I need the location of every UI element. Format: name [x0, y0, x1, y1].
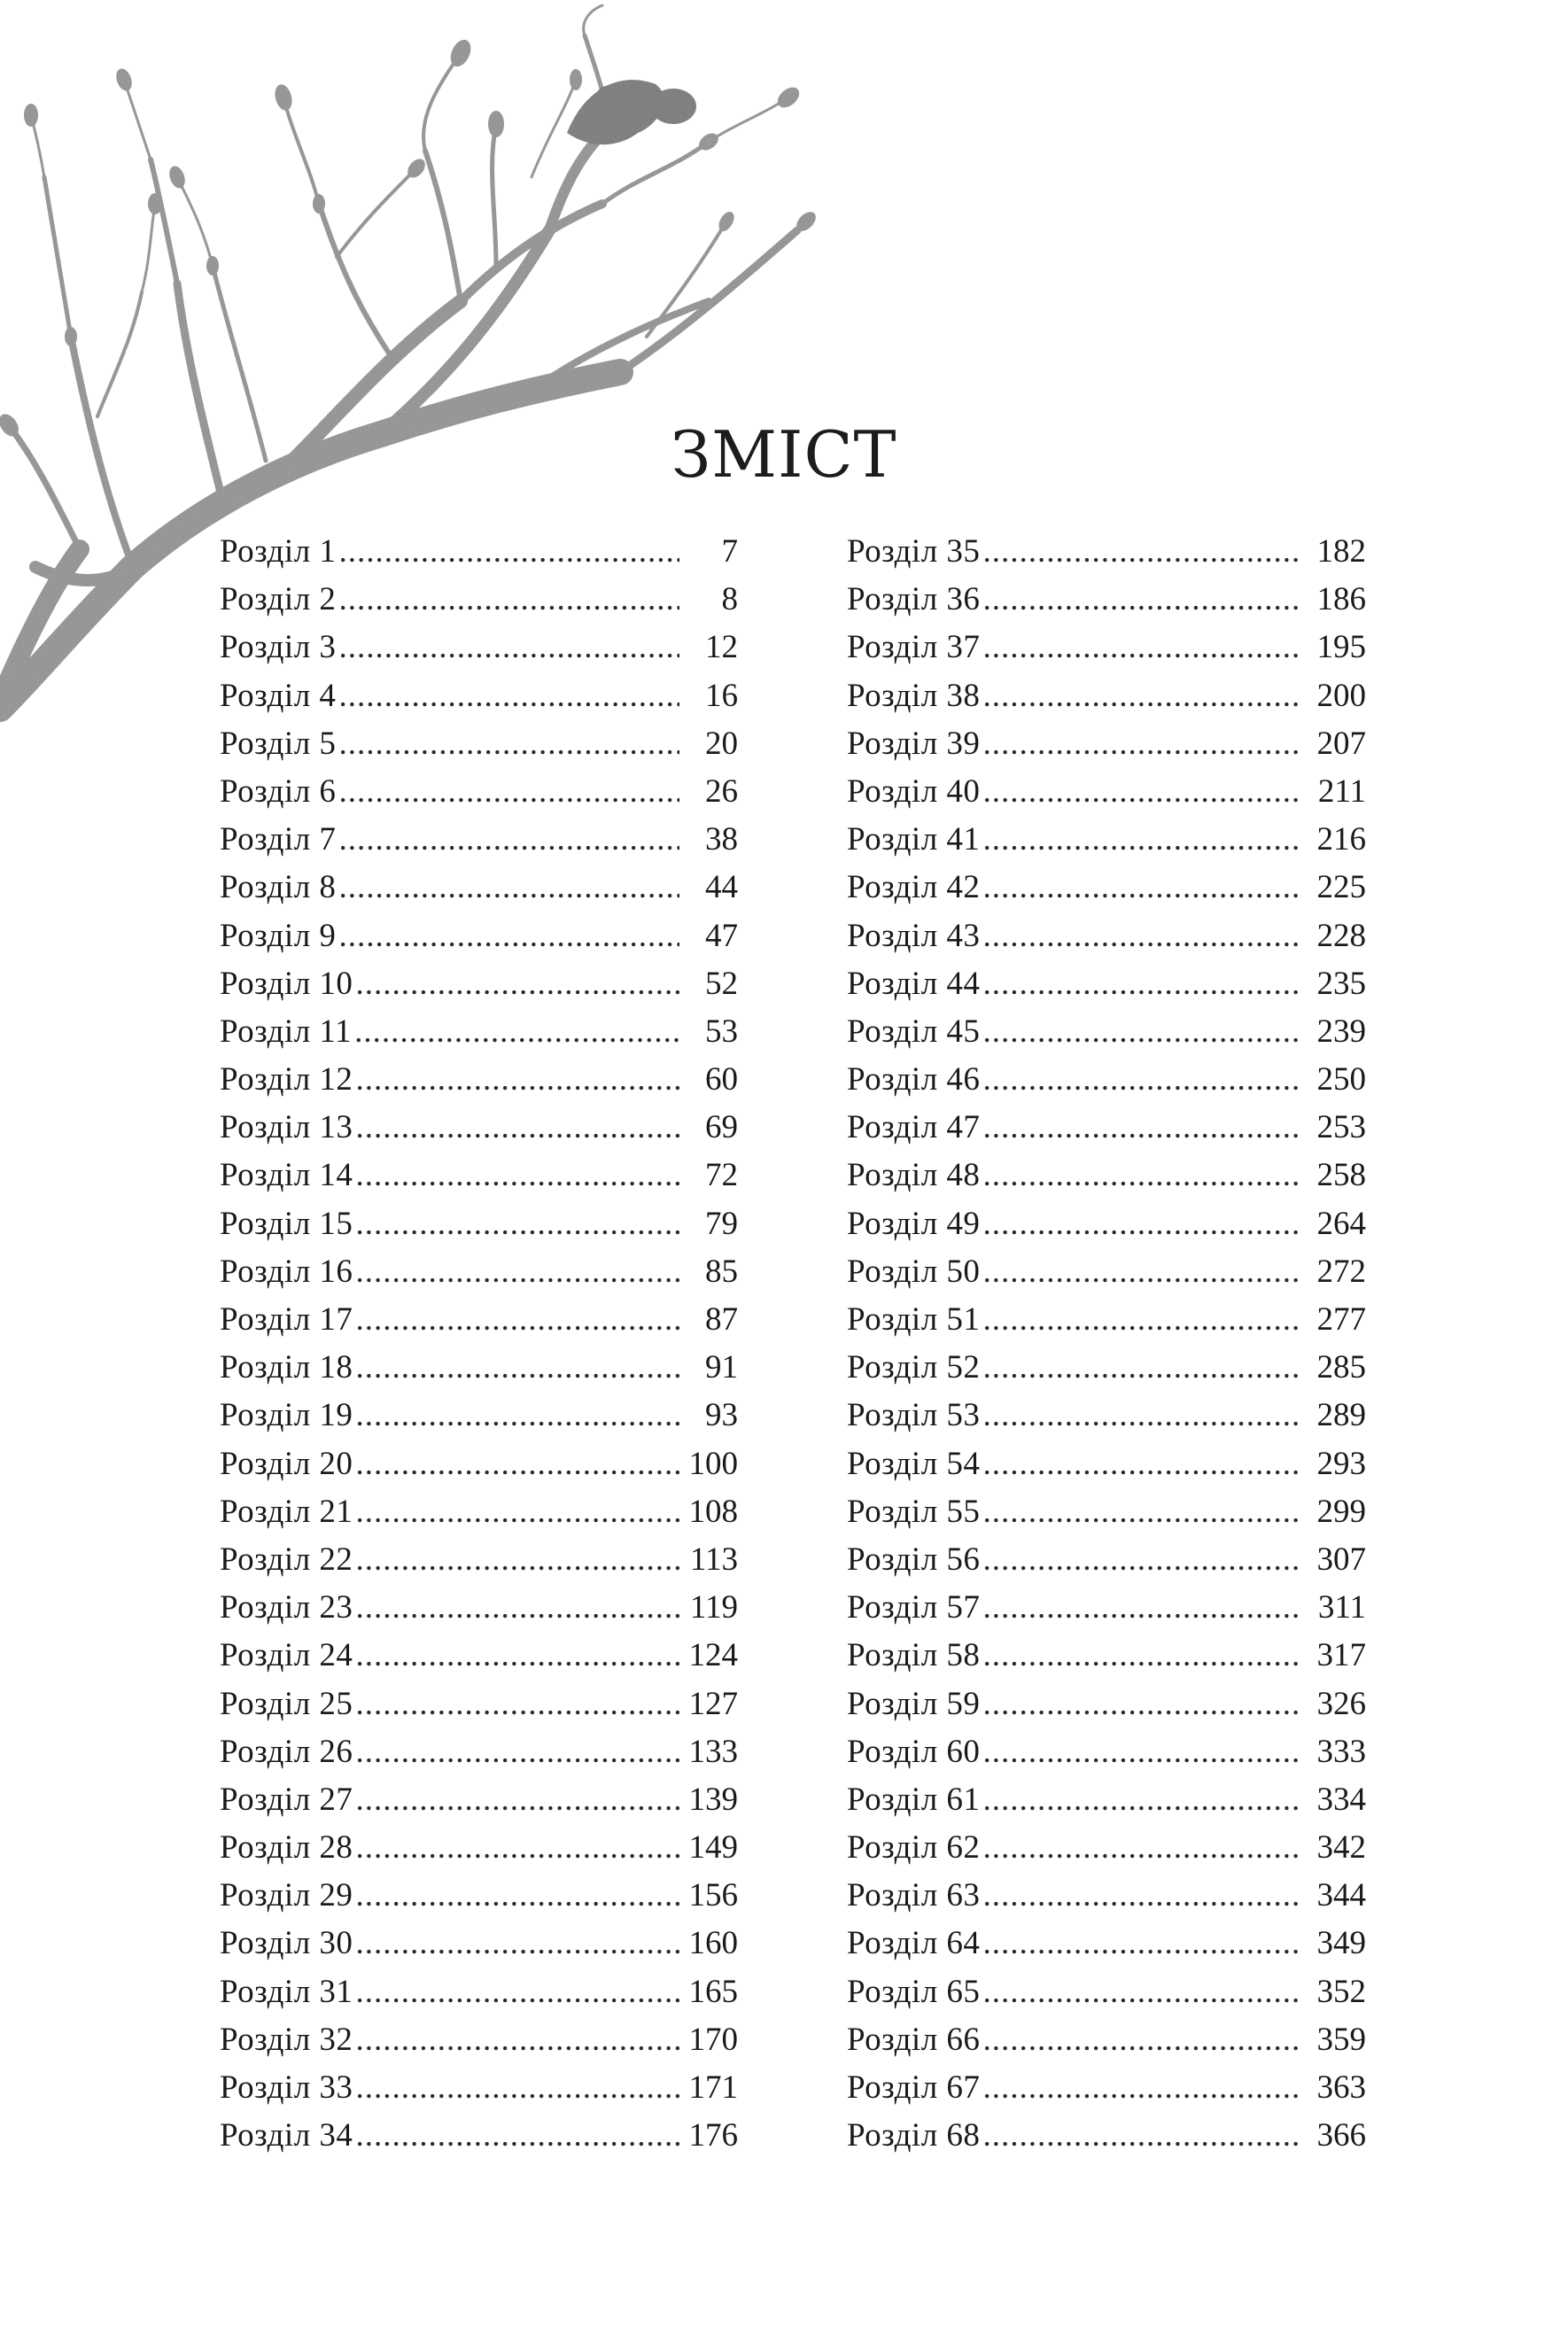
toc-entry-label: Розділ 15 [220, 1205, 353, 1242]
toc-entry [847, 1344, 1366, 1392]
toc-entry [847, 1681, 1366, 1728]
toc-entry-page: 326 [1316, 1685, 1366, 1722]
toc-entry-page: 38 [705, 821, 738, 858]
toc-entry-page: 139 [688, 1781, 738, 1818]
toc-entry-page: 165 [688, 1973, 738, 2010]
toc-entry-page: 127 [688, 1685, 738, 1722]
toc-entry-label: Розділ 28 [220, 1829, 353, 1867]
toc-entry-label: Розділ 37 [847, 629, 981, 666]
toc-leader-dots [355, 1104, 679, 1152]
toc-entry-label: Розділ 21 [220, 1493, 353, 1530]
toc-entry [847, 1584, 1366, 1632]
toc-entry-page: 171 [688, 2069, 738, 2106]
toc-leader-dots [982, 1056, 1300, 1104]
toc-leader-dots [982, 720, 1300, 768]
toc-entry-page: 108 [688, 1493, 738, 1530]
toc-leader-dots [355, 1440, 679, 1488]
toc-entry-label: Розділ 64 [847, 1925, 981, 1962]
toc-entry-page: 289 [1316, 1397, 1366, 1434]
toc-leader-dots [982, 1296, 1300, 1344]
toc-leader-dots [338, 672, 679, 720]
toc-entry-page: 228 [1316, 917, 1366, 954]
toc-entry-label: Розділ 26 [220, 1733, 353, 1770]
toc-entry-page: 307 [1316, 1541, 1366, 1578]
toc-leader-dots [982, 1344, 1300, 1392]
toc-leader-dots [982, 1872, 1300, 1920]
toc-entry-page: 149 [688, 1829, 738, 1867]
toc-leader-dots [982, 864, 1300, 912]
toc-entry-page: 299 [1316, 1493, 1366, 1530]
page-title: ЗМІСТ [671, 417, 897, 492]
toc-leader-dots [355, 1392, 679, 1440]
toc-leader-dots [355, 1776, 679, 1824]
toc-entry-label: Розділ 20 [220, 1445, 353, 1482]
toc-entry-page: 216 [1316, 821, 1366, 858]
toc-entry-page: 311 [1317, 1589, 1366, 1626]
toc-entry [220, 1872, 738, 1920]
toc-entry-label: Розділ 31 [220, 1973, 353, 2010]
toc-leader-dots [982, 2064, 1300, 2112]
toc-entry-page: 333 [1316, 1733, 1366, 1770]
toc-entry [220, 672, 738, 720]
toc-entry [847, 1440, 1366, 1488]
toc-entry-page: 16 [705, 677, 738, 714]
toc-entry [847, 2016, 1366, 2064]
toc-leader-dots [355, 1296, 679, 1344]
toc-entry [847, 1392, 1366, 1440]
toc-entry-label: Розділ 53 [847, 1397, 981, 1434]
toc-entry-page: 250 [1316, 1061, 1366, 1098]
toc-entry-label: Розділ 62 [847, 1829, 981, 1867]
toc-entry-label: Розділ 14 [220, 1157, 353, 1194]
toc-leader-dots [338, 864, 679, 912]
toc-entry-label: Розділ 22 [220, 1541, 353, 1578]
toc-entry-label: Розділ 38 [847, 677, 981, 714]
toc-leader-dots [982, 1776, 1300, 1824]
toc-entry [220, 1104, 738, 1152]
toc-entry-label: Розділ 61 [847, 1781, 981, 1818]
toc-leader-dots [338, 912, 679, 960]
toc-entry [847, 768, 1366, 816]
toc-leader-dots [354, 1008, 679, 1056]
toc-leader-dots [355, 1632, 679, 1680]
toc-leader-dots [982, 1248, 1300, 1296]
toc-entry-label: Розділ 46 [847, 1061, 981, 1098]
toc-entry-page: 258 [1316, 1157, 1366, 1194]
toc-entry [220, 1920, 738, 1968]
toc-entry [847, 1872, 1366, 1920]
toc-entry-page: 113 [689, 1541, 738, 1578]
toc-entry [847, 816, 1366, 864]
toc-entry-page: 44 [705, 869, 738, 906]
toc-leader-dots [355, 2016, 679, 2064]
toc-entry-page: 344 [1316, 1877, 1366, 1914]
toc-leader-dots [338, 768, 679, 816]
toc-entry-page: 53 [705, 1013, 738, 1050]
toc-entry [220, 1536, 738, 1584]
toc-entry-label: Розділ 17 [220, 1301, 353, 1338]
toc-entry-label: Розділ 5 [220, 725, 337, 762]
toc-entry-label: Розділ 65 [847, 1973, 981, 2010]
toc-entry-label: Розділ 16 [220, 1253, 353, 1290]
toc-leader-dots [982, 1681, 1300, 1728]
toc-entry-label: Розділ 7 [220, 821, 337, 858]
toc-leader-dots [982, 912, 1300, 960]
toc-entry-label: Розділ 6 [220, 772, 337, 810]
toc-leader-dots [982, 1536, 1300, 1584]
toc-entry [220, 1392, 738, 1440]
toc-entry [847, 528, 1366, 576]
toc-entry [847, 1296, 1366, 1344]
toc-leader-dots [982, 1152, 1300, 1199]
toc-entry-label: Розділ 12 [220, 1061, 353, 1098]
toc-entry [220, 912, 738, 960]
toc-entry [220, 1681, 738, 1728]
toc-entry-label: Розділ 1 [220, 533, 337, 570]
toc-entry-page: 176 [688, 2117, 738, 2154]
toc-entry-page: 85 [705, 1253, 738, 1290]
toc-entry-page: 182 [1316, 533, 1366, 570]
toc-leader-dots [982, 1632, 1300, 1680]
toc-column-left [220, 528, 738, 2160]
toc-entry-page: 195 [1316, 629, 1366, 666]
toc-entry-page: 264 [1316, 1205, 1366, 1242]
toc-leader-dots [355, 1536, 679, 1584]
toc-entry-page: 8 [721, 581, 738, 618]
toc-entry-label: Розділ 43 [847, 917, 981, 954]
toc-entry-page: 272 [1316, 1253, 1366, 1290]
toc-leader-dots [982, 1584, 1300, 1632]
toc-entry-page: 207 [1316, 725, 1366, 762]
toc-entry [847, 1056, 1366, 1104]
toc-entry-label: Розділ 33 [220, 2069, 353, 2106]
toc-entry-page: 349 [1316, 1925, 1366, 1962]
toc-leader-dots [355, 2064, 679, 2112]
toc-leader-dots [355, 1728, 679, 1776]
toc-entry [220, 1008, 738, 1056]
toc-leader-dots [982, 1200, 1300, 1248]
toc-entry [847, 1776, 1366, 1824]
toc-entry-page: 277 [1316, 1301, 1366, 1338]
toc-leader-dots [355, 960, 679, 1008]
toc-entry [220, 1632, 738, 1680]
toc-entry-page: 366 [1316, 2117, 1366, 2154]
toc-leader-dots [982, 624, 1300, 671]
toc-entry-page: 359 [1316, 2021, 1366, 2058]
toc-entry-page: 72 [705, 1157, 738, 1194]
toc-entry [220, 1296, 738, 1344]
toc-entry [220, 1440, 738, 1488]
toc-entry-label: Розділ 2 [220, 581, 337, 618]
toc-entry-page: 119 [689, 1589, 738, 1626]
toc-entry-label: Розділ 11 [220, 1013, 353, 1050]
toc-entry [220, 528, 738, 576]
toc-entry-page: 239 [1316, 1013, 1366, 1050]
toc-leader-dots [982, 1008, 1300, 1056]
toc-entry-page: 285 [1316, 1349, 1366, 1386]
toc-entry [847, 1152, 1366, 1199]
toc-entry [847, 1632, 1366, 1680]
toc-entry [847, 1104, 1366, 1152]
toc-entry-page: 7 [721, 533, 738, 570]
toc-entry [220, 1776, 738, 1824]
toc-leader-dots [338, 576, 679, 624]
toc-leader-dots [355, 1968, 679, 2016]
toc-entry-page: 186 [1316, 581, 1366, 618]
toc-entry-label: Розділ 52 [847, 1349, 981, 1386]
toc-entry-page: 200 [1316, 677, 1366, 714]
toc-entry-page: 87 [705, 1301, 738, 1338]
toc-entry-label: Розділ 47 [847, 1109, 981, 1146]
toc-entry [847, 576, 1366, 624]
toc-entry-page: 170 [688, 2021, 738, 2058]
toc-entry-label: Розділ 45 [847, 1013, 981, 1050]
toc-entry-label: Розділ 67 [847, 2069, 981, 2106]
toc-leader-dots [355, 1920, 679, 1968]
toc-entry-page: 79 [705, 1205, 738, 1242]
toc-entry-label: Розділ 4 [220, 677, 337, 714]
toc-entry-label: Розділ 50 [847, 1253, 981, 1290]
toc-entry-page: 60 [705, 1061, 738, 1098]
toc-leader-dots [982, 1728, 1300, 1776]
toc-entry [220, 1728, 738, 1776]
toc-leader-dots [982, 2112, 1300, 2160]
toc-leader-dots [355, 1824, 679, 1872]
toc-entry-label: Розділ 51 [847, 1301, 981, 1338]
toc-entry [847, 2112, 1366, 2160]
toc-entry [847, 1488, 1366, 1536]
toc-entry [220, 1056, 738, 1104]
toc-leader-dots [355, 1200, 679, 1248]
toc-entry [847, 2064, 1366, 2112]
toc-leader-dots [355, 1056, 679, 1104]
toc-entry-page: 100 [688, 1445, 738, 1482]
toc-entry-label: Розділ 48 [847, 1157, 981, 1194]
toc-entry-label: Розділ 34 [220, 2117, 353, 2154]
toc-leader-dots [982, 1968, 1300, 2016]
toc-leader-dots [982, 816, 1300, 864]
toc-entry-page: 334 [1316, 1781, 1366, 1818]
toc-entry [847, 1200, 1366, 1248]
toc-leader-dots [982, 672, 1300, 720]
toc-entry-page: 91 [705, 1349, 738, 1386]
toc-entry-label: Розділ 66 [847, 2021, 981, 2058]
toc-entry-page: 133 [688, 1733, 738, 1770]
toc-leader-dots [982, 2016, 1300, 2064]
toc-entry-label: Розділ 57 [847, 1589, 981, 1626]
toc-entry-label: Розділ 29 [220, 1877, 353, 1914]
toc-entry-label: Розділ 40 [847, 772, 981, 810]
toc-entry-page: 211 [1317, 772, 1366, 810]
toc-entry [220, 1344, 738, 1392]
toc-entry-page: 225 [1316, 869, 1366, 906]
toc-entry [220, 1200, 738, 1248]
toc-entry [220, 2016, 738, 2064]
toc-leader-dots [982, 1440, 1300, 1488]
toc-entry [847, 1920, 1366, 1968]
toc-leader-dots [982, 1824, 1300, 1872]
toc-entry-page: 12 [705, 629, 738, 666]
toc-entry-label: Розділ 8 [220, 869, 337, 906]
toc-entry [220, 720, 738, 768]
toc-leader-dots [355, 2112, 679, 2160]
toc-entry-label: Розділ 35 [847, 533, 981, 570]
toc-entry-label: Розділ 18 [220, 1349, 353, 1386]
toc-entry-label: Розділ 58 [847, 1637, 981, 1674]
toc-leader-dots [982, 1920, 1300, 1968]
toc-entry [220, 576, 738, 624]
toc-entry [220, 960, 738, 1008]
toc-entry-page: 124 [688, 1637, 738, 1674]
toc-leader-dots [982, 576, 1300, 624]
toc-entry [847, 960, 1366, 1008]
toc-entry-page: 156 [688, 1877, 738, 1914]
toc-entry-label: Розділ 56 [847, 1541, 981, 1578]
toc-entry-page: 160 [688, 1925, 738, 1962]
toc-entry-label: Розділ 44 [847, 965, 981, 1002]
toc-entry-label: Розділ 3 [220, 629, 337, 666]
toc-entry-label: Розділ 59 [847, 1685, 981, 1722]
toc-leader-dots [982, 960, 1300, 1008]
toc-entry [847, 1968, 1366, 2016]
toc-entry-label: Розділ 25 [220, 1685, 353, 1722]
toc-entry [220, 768, 738, 816]
toc-entry [847, 1536, 1366, 1584]
toc-entry-page: 253 [1316, 1109, 1366, 1146]
toc-entry-label: Розділ 49 [847, 1205, 981, 1242]
toc-leader-dots [355, 1681, 679, 1728]
toc-entry-label: Розділ 32 [220, 2021, 353, 2058]
toc-entry-label: Розділ 41 [847, 821, 981, 858]
toc-leader-dots [982, 528, 1300, 576]
toc-entry-page: 363 [1316, 2069, 1366, 2106]
toc-entry-label: Розділ 19 [220, 1397, 353, 1434]
toc-entry [220, 1152, 738, 1199]
toc-entry [220, 1968, 738, 2016]
toc-entry [220, 1248, 738, 1296]
toc-leader-dots [355, 1584, 679, 1632]
toc-entry-label: Розділ 9 [220, 917, 337, 954]
toc-entry-page: 47 [705, 917, 738, 954]
toc-entry-label: Розділ 30 [220, 1925, 353, 1962]
toc-entry [847, 1248, 1366, 1296]
toc-entry [847, 1824, 1366, 1872]
toc-entry-label: Розділ 60 [847, 1733, 981, 1770]
toc-entry-page: 93 [705, 1397, 738, 1434]
toc-entry [847, 864, 1366, 912]
toc-entry [220, 2112, 738, 2160]
toc-entry-label: Розділ 10 [220, 965, 353, 1002]
toc-entry-label: Розділ 39 [847, 725, 981, 762]
toc-entry-label: Розділ 55 [847, 1493, 981, 1530]
toc-entry-label: Розділ 42 [847, 869, 981, 906]
toc-leader-dots [338, 720, 679, 768]
toc-entry-label: Розділ 24 [220, 1637, 353, 1674]
toc-entry-label: Розділ 68 [847, 2117, 981, 2154]
toc-entry [220, 1824, 738, 1872]
toc-entry [847, 912, 1366, 960]
toc-entry [220, 864, 738, 912]
toc-entry-page: 52 [705, 965, 738, 1002]
toc-entry-page: 352 [1316, 1973, 1366, 2010]
toc-entry [220, 1584, 738, 1632]
toc-leader-dots [355, 1488, 679, 1536]
toc-entry-page: 69 [705, 1109, 738, 1146]
toc-entry [847, 720, 1366, 768]
toc-leader-dots [355, 1344, 679, 1392]
toc-entry-label: Розділ 54 [847, 1445, 981, 1482]
toc-entry [220, 1488, 738, 1536]
toc-leader-dots [355, 1872, 679, 1920]
toc-entry-page: 342 [1316, 1829, 1366, 1867]
toc-entry-label: Розділ 63 [847, 1877, 981, 1914]
toc-entry-page: 235 [1316, 965, 1366, 1002]
toc-column-right [847, 528, 1366, 2160]
toc-entry [220, 816, 738, 864]
toc-leader-dots [355, 1152, 679, 1199]
toc-entry-label: Розділ 23 [220, 1589, 353, 1626]
toc-leader-dots [338, 816, 679, 864]
toc-leader-dots [982, 768, 1300, 816]
toc-entry [847, 1728, 1366, 1776]
toc-entry-page: 293 [1316, 1445, 1366, 1482]
toc-entry-label: Розділ 27 [220, 1781, 353, 1818]
toc-entry-page: 20 [705, 725, 738, 762]
toc-entry-page: 317 [1316, 1637, 1366, 1674]
toc-entry [220, 624, 738, 671]
toc-leader-dots [982, 1488, 1300, 1536]
toc-entry-label: Розділ 36 [847, 581, 981, 618]
toc-leader-dots [338, 528, 679, 576]
toc-leader-dots [982, 1392, 1300, 1440]
toc-entry [220, 2064, 738, 2112]
toc-entry-page: 26 [705, 772, 738, 810]
toc-entry [847, 624, 1366, 671]
toc-leader-dots [982, 1104, 1300, 1152]
toc-leader-dots [338, 624, 679, 671]
toc-entry-label: Розділ 13 [220, 1109, 353, 1146]
toc-leader-dots [355, 1248, 679, 1296]
toc-entry [847, 1008, 1366, 1056]
toc-entry [847, 672, 1366, 720]
